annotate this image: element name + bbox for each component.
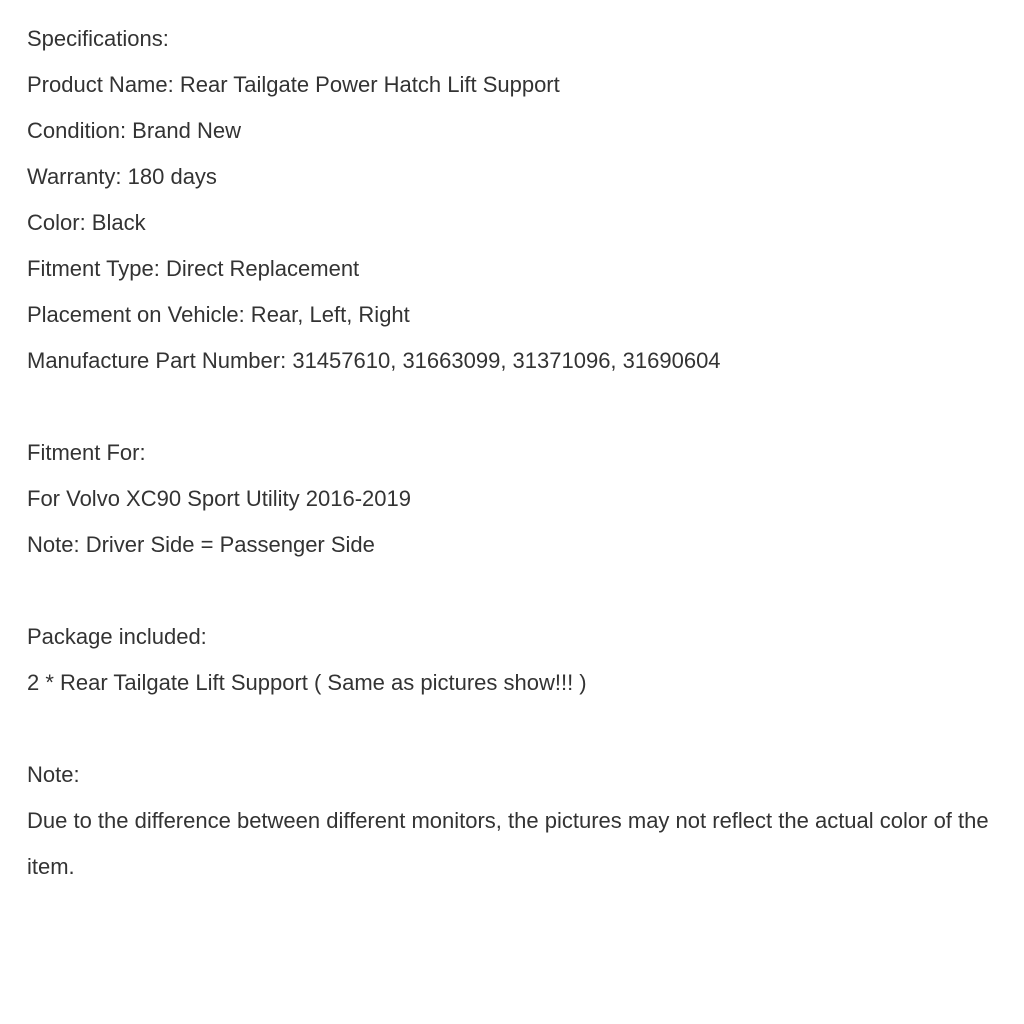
note-heading: Note: — [27, 762, 80, 787]
spec-warranty: Warranty: 180 days — [27, 164, 217, 189]
package-heading: Package included: — [27, 624, 207, 649]
specifications-heading: Specifications: — [27, 26, 169, 51]
spec-color: Color: Black — [27, 210, 146, 235]
fitment-note: Note: Driver Side = Passenger Side — [27, 532, 375, 557]
package-contents: 2 * Rear Tailgate Lift Support ( Same as pictures show!!! ) — [27, 670, 587, 695]
spec-part-number: Manufacture Part Number: 31457610, 31663099, 31371096, 31690604 — [27, 348, 721, 373]
spacer — [27, 384, 1007, 430]
note-text: Due to the difference between different monitors, the pictures may not reflect the actual color of the item. — [27, 808, 989, 879]
fitment-heading: Fitment For: — [27, 440, 146, 465]
spec-fitment-type: Fitment Type: Direct Replacement — [27, 256, 360, 281]
spec-condition: Condition: Brand New — [27, 118, 242, 143]
spacer — [27, 706, 1007, 752]
spec-product-name: Product Name: Rear Tailgate Power Hatch Lift Support — [27, 72, 560, 97]
product-description — [27, 16, 1007, 890]
fitment-vehicle: For Volvo XC90 Sport Utility 2016-2019 — [27, 486, 411, 511]
spec-placement: Placement on Vehicle: Rear, Left, Right — [27, 302, 410, 327]
spacer — [27, 568, 1007, 614]
